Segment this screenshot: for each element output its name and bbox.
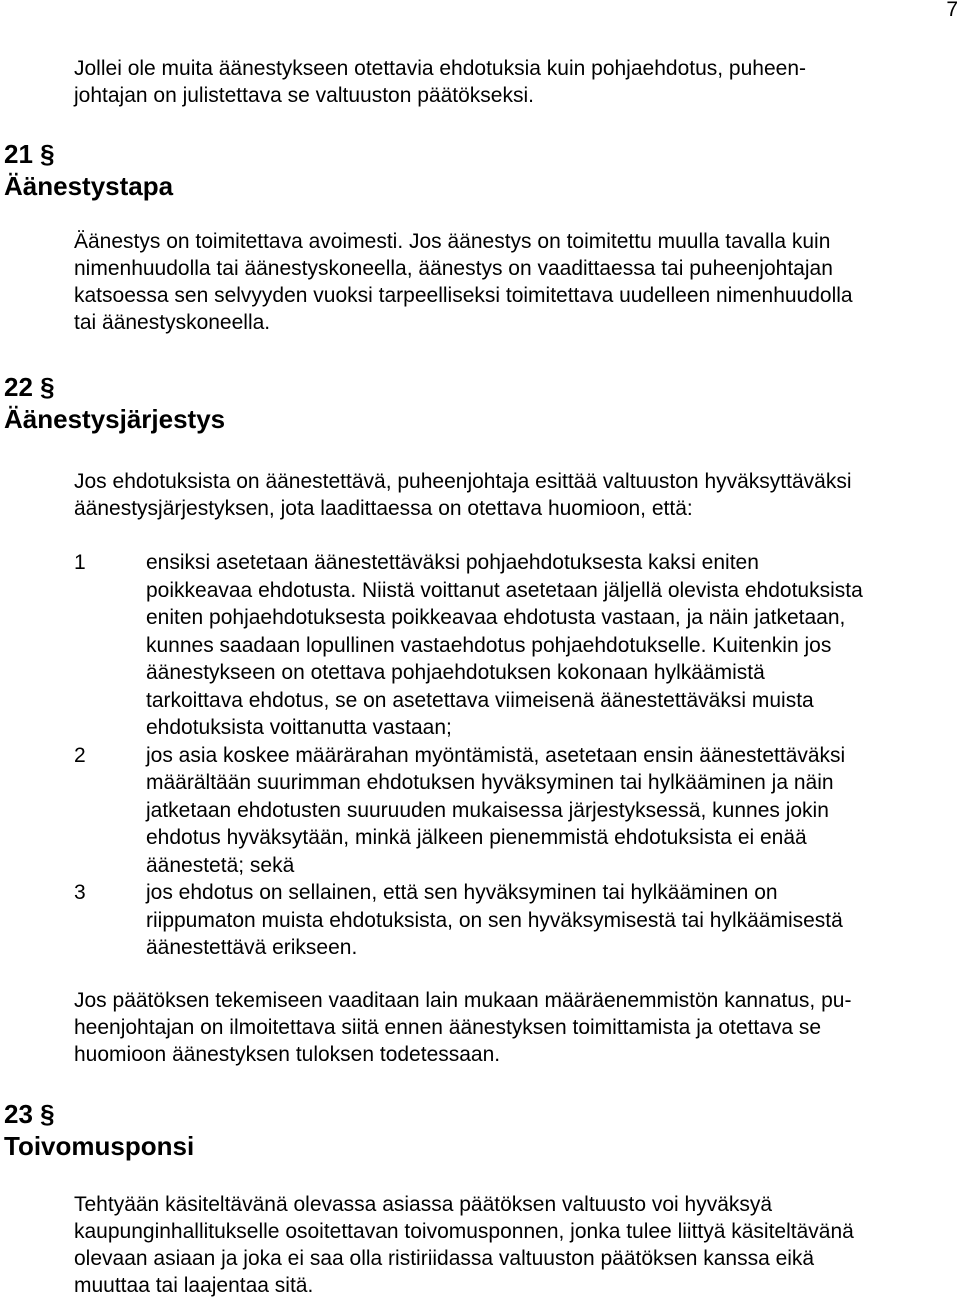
intro-paragraph: Jollei ole muita äänestykseen otettavia ehdotuksia kuin pohjaehdotus, puheen- johtajan on julistettava se valtuuston päätökseksi. [74,57,806,107]
list-item [74,549,958,742]
page-number: 7 [946,0,958,21]
voting-order-list [74,549,958,962]
section-22-number: 22 § [4,372,55,402]
list-item-number: 1 [74,551,86,574]
section-22-title: Äänestysjärjestys [4,404,226,434]
section-22-heading [4,371,225,435]
list-item-text: ensiksi asetetaan äänestettäväksi pohjaehdotuksesta kaksi eniten poikkeavaa ehdotusta. Niistä voittanut asetetaan jäljellä olevista ehdotuksista eniten pohjaehdotuksesta poikkeavaa ehdotusta vastaan, ja näin jatketaan, kunnes saadaan lopullinen vastaehdotus pohjaehdotukselle. Kuitenkin jos äänestykseen on otettava pohjaehdotuksen kokonaan hylkäämistä tarkoittava ehdotus, se on asetettava viimeisenä äänestettäväksi muista ehdotuksista voittanutta vastaan; [146,551,863,739]
section-21-paragraph: Äänestys on toimitettava avoimesti. Jos äänestys on toimitettu muulla tavalla kuin nimenhuudolla tai äänestyskoneella, äänestys on vaadittaessa tai puheenjohtajan katsoessa sen selvyyden vuoksi tarpeelliseksi toimitettava uudelleen nimenhuudolla tai äänestyskoneella. [74,230,853,334]
section-22-intro-paragraph: Jos ehdotuksista on äänestettävä, puheenjohtaja esittää valtuuston hyväksyttäväksi äänestysjärjestyksen, jota laadittaessa on otettava huomioon, että: [74,470,852,520]
section-23-number: 23 § [4,1099,55,1129]
section-23-heading [4,1098,194,1162]
section-22-closing-paragraph: Jos päätöksen tekemiseen vaaditaan lain mukaan määräenemmistön kannatus, pu- heenjohtajan on ilmoitettava siitä ennen äänestyksen toimittamista ja otettava se huomioon äänestyksen tuloksen todetessaan. [74,989,852,1066]
section-21-heading [4,138,173,202]
list-item [74,742,958,880]
list-item-number: 3 [74,881,86,904]
section-21-title: Äänestystapa [4,171,174,201]
list-item-text: jos ehdotus on sellainen, että sen hyväksyminen tai hylkääminen on riippumaton muista ehdotuksista, on sen hyväksymisestä tai hylkäämisestä äänestettävä erikseen. [146,881,843,959]
list-item [74,879,958,962]
section-23-title: Toivomusponsi [4,1131,195,1161]
section-23-paragraph: Tehtyään käsiteltävänä olevassa asiassa päätöksen valtuusto voi hyväksyä kaupunginhallitukselle osoitettavan toivomusponnen, jonka tulee liittyä käsiteltävänä olevaan asiaan ja joka ei saa olla ristiriidassa valtuuston päätöksen kanssa eikä muuttaa tai laajentaa sitä. [74,1193,854,1297]
list-item-text: jos asia koskee määrärahan myöntämistä, asetetaan ensin äänestettäväksi määrältään suurimman ehdotuksen hyväksyminen tai hylkääminen ja näin jatketaan ehdotusten suuruuden mukaisessa järjestyksessä, kunnes jokin ehdotus hyväksytään, minkä jälkeen pienemmistä ehdotuksista ei enää äänestetä; sekä [146,743,846,877]
list-item-number: 2 [74,743,86,767]
section-21-number: 21 § [4,139,55,169]
